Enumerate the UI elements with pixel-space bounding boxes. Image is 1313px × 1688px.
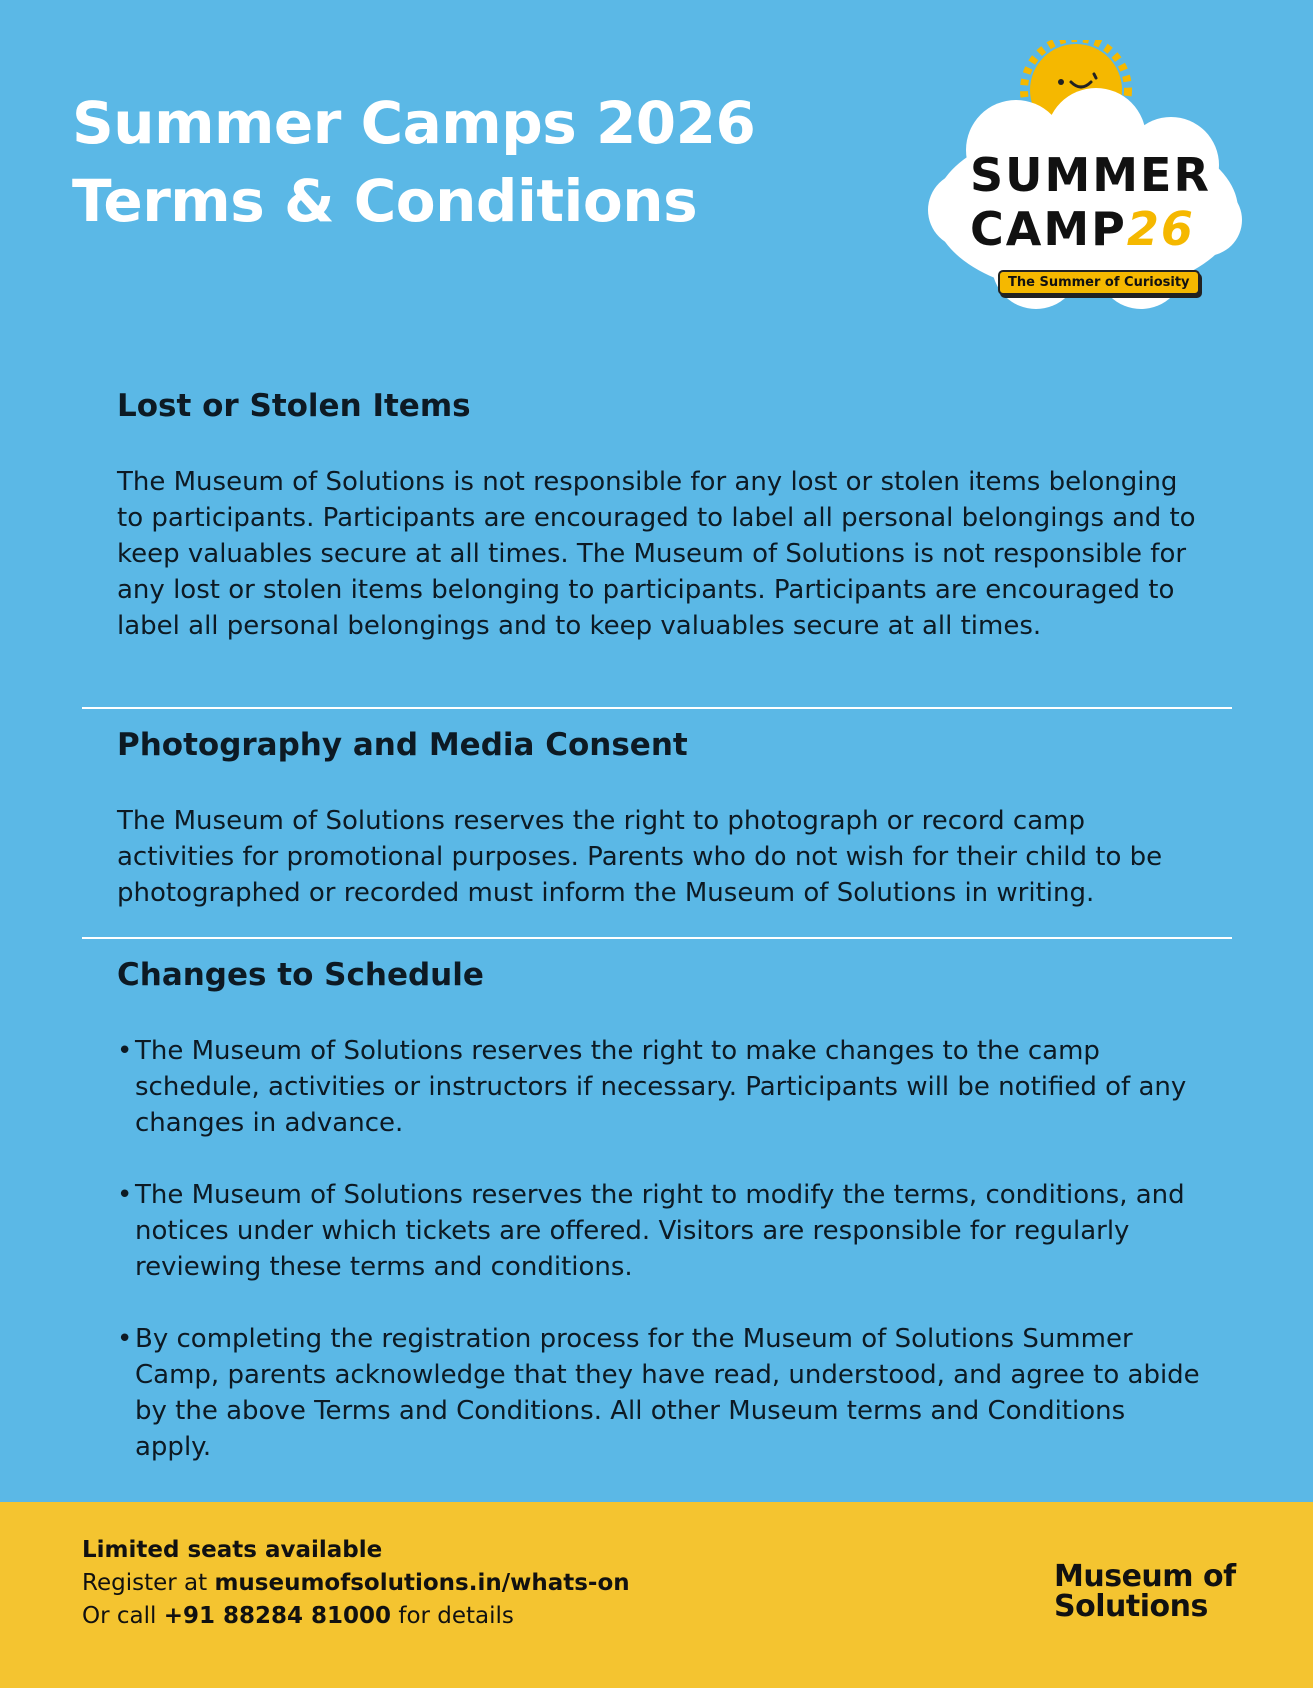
footer-contact-info [82, 1534, 630, 1633]
footer [0, 1502, 1313, 1688]
page-title [72, 84, 755, 240]
logo-camp-text: CAMP [970, 202, 1127, 256]
logo-line-1: SUMMER [970, 148, 1211, 202]
list-item: • The Museum of Solutions reserves the right to make changes to the camp schedule, activities or instructors if necessary. Participants will be notified of any changes in advance. [117, 1033, 1207, 1141]
section-divider [82, 937, 1232, 939]
logo-tagline: The Summer of Curiosity [998, 270, 1200, 295]
summer-camp-logo [926, 40, 1246, 310]
section-photography-consent [117, 725, 1217, 911]
logo-line-2 [970, 202, 1211, 256]
limited-seats-text: Limited seats available [82, 1537, 383, 1563]
section-lost-stolen-items [117, 386, 1217, 644]
call-suffix: for details [391, 1603, 514, 1629]
list-item: • The Museum of Solutions reserves the right to modify the terms, conditions, and notices under which tickets are offered. Visitors are responsible for regularly reviewing these terms and conditions. [117, 1177, 1207, 1285]
section-body: The Museum of Solutions is not responsible for any lost or stolen items belonging to participants. Participants are encouraged to label all personal belongings and to keep valuables secure at all times. The Museum of Solutions is not responsible for any lost or stolen items belonging to participants. Participants are encouraged to label all personal belongings and to keep valuables secure at all times. [117, 467, 1196, 641]
schedule-bullet-list [117, 1033, 1207, 1465]
section-changes-to-schedule [117, 955, 1217, 1501]
section-heading: Photography and Media Consent [117, 727, 688, 763]
museum-logo [1054, 1559, 1236, 1624]
page-title-line-2: Terms & Conditions [72, 167, 698, 235]
logo-year-text: 26 [1126, 202, 1195, 256]
page-title-line-1: Summer Camps 2026 [72, 89, 756, 157]
section-heading: Lost or Stolen Items [117, 388, 471, 424]
section-divider [82, 707, 1232, 709]
section-body: The Museum of Solutions reserves the right to photograph or record camp activities for promotional purposes. Parents who do not wish for their child to be photographed or recorded must inform the Museum of Solutions in writing. [117, 806, 1163, 908]
list-item: • By completing the registration process for the Museum of Solutions Summer Camp, parents acknowledge that they have read, understood, and agree to abide by the above Terms and Conditions. All other Museum terms and Conditions apply. [117, 1321, 1207, 1465]
phone-number[interactable]: +91 88284 81000 [163, 1603, 392, 1629]
call-prefix: Or call [82, 1603, 164, 1629]
section-heading: Changes to Schedule [117, 957, 484, 993]
logo-wordmark [970, 148, 1211, 256]
register-prefix: Register at [82, 1570, 215, 1596]
museum-logo-line-1: Museum of [1054, 1559, 1236, 1594]
museum-logo-line-2: Solutions [1054, 1589, 1208, 1624]
register-link[interactable]: museumofsolutions.in/whats-on [214, 1570, 630, 1596]
